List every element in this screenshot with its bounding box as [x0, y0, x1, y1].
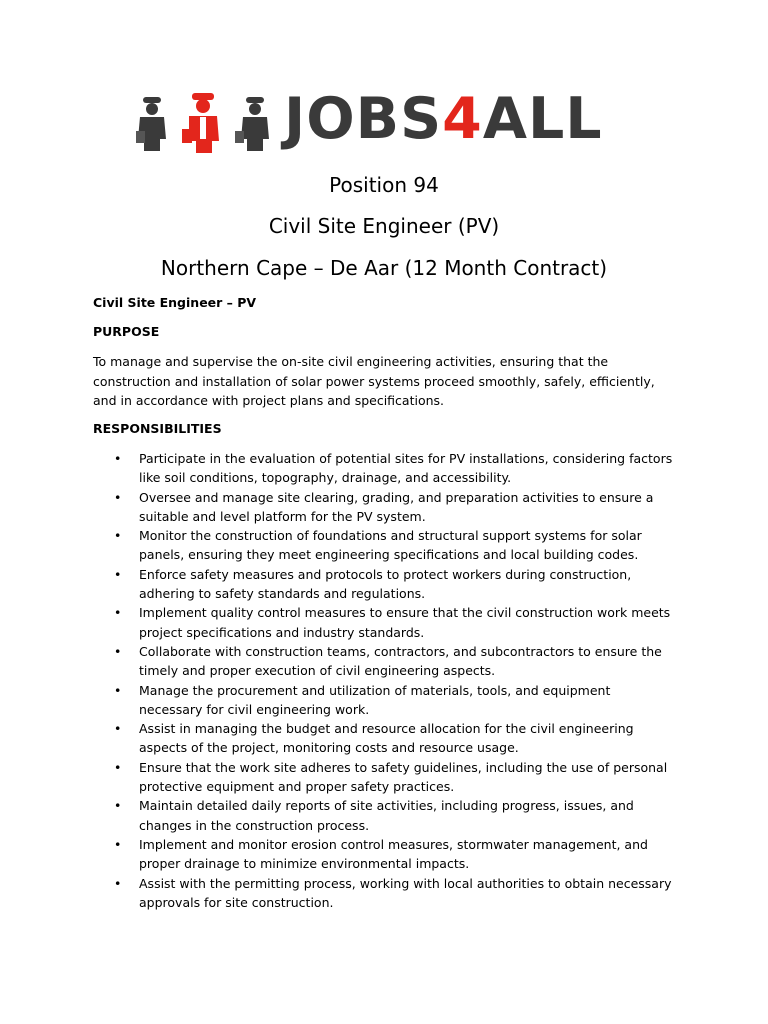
responsibility-text: adhering to safety standards and regulations. [139, 586, 426, 602]
purpose-line: To manage and supervise the on-site civil engineering activities, ensuring that the [93, 354, 609, 369]
bullet-icon: • [114, 643, 122, 659]
logo-text-four: 4 [442, 86, 483, 152]
responsibility-text: proper drainage to minimize environmental impacts. [139, 856, 470, 872]
responsibility-text: suitable and level platform for the PV system. [139, 508, 426, 524]
responsibility-item [93, 603, 693, 642]
bullet-icon: • [114, 489, 122, 505]
responsibility-text: necessary for civil engineering work. [139, 701, 370, 717]
responsibility-item [93, 449, 693, 488]
responsibility-text: Maintain detailed daily reports of site activities, including progress, issues, and [139, 798, 634, 814]
bullet-icon: • [114, 836, 122, 852]
responsibilities-list [93, 449, 693, 912]
responsibility-item [93, 874, 693, 913]
bullet-icon: • [114, 528, 122, 544]
responsibility-text: Enforce safety measures and protocols to protect workers during construction, [139, 566, 632, 582]
job-title: Civil Site Engineer (PV) [268, 214, 500, 238]
purpose-paragraph [93, 352, 673, 411]
logo-text-main: JOBS [284, 86, 443, 152]
responsibility-text: like soil conditions, topography, drainage, and accessibility. [139, 470, 512, 486]
bullet-icon: • [114, 721, 122, 737]
responsibility-item [93, 681, 693, 720]
bullet-icon: • [114, 605, 122, 621]
jobs4all-logo [134, 86, 637, 153]
bullet-icon: • [114, 759, 122, 775]
responsibility-item [93, 642, 693, 681]
job-location: Northern Cape – De Aar (12 Month Contract) [160, 256, 608, 280]
bullet-icon: • [114, 451, 122, 466]
responsibility-text: Ensure that the work site adheres to safety guidelines, including the use of personal [139, 759, 668, 775]
workers-icon [134, 93, 284, 153]
responsibility-item [93, 719, 693, 758]
responsibility-text: Collaborate with construction teams, contractors, and subcontractors to ensure the [139, 643, 662, 659]
responsibility-item [93, 835, 693, 874]
responsibility-text: aspects of the project, monitoring costs and resource usage. [139, 740, 519, 756]
responsibility-text: protective equipment and proper safety practices. [139, 779, 455, 795]
responsibility-text: Oversee and manage site clearing, grading, and preparation activities to ensure a [139, 489, 654, 505]
logo-text-end: ALL [482, 86, 603, 152]
responsibilities-heading: RESPONSIBILITIES [93, 421, 222, 436]
responsibility-item [93, 796, 693, 835]
job-subtitle: Civil Site Engineer – PV [93, 295, 257, 310]
bullet-icon: • [114, 875, 122, 891]
responsibility-item [93, 526, 693, 565]
logo-wordmark [284, 86, 603, 152]
responsibility-text: Assist in managing the budget and resource allocation for the civil engineering [139, 721, 634, 737]
position-number: Position 94 [329, 173, 439, 197]
responsibility-text: Assist with the permitting process, working with local authorities to obtain necessary [139, 875, 672, 891]
responsibility-text: Participate in the evaluation of potential sites for PV installations, considering factors [139, 451, 673, 466]
purpose-line: construction and installation of solar power systems proceed smoothly, safely, efficiently, [93, 373, 655, 389]
responsibility-text: Implement quality control measures to ensure that the civil construction work meets [139, 605, 671, 621]
bullet-icon: • [114, 798, 122, 814]
responsibility-text: timely and proper execution of civil engineering aspects. [139, 663, 496, 679]
responsibility-item [93, 758, 693, 797]
responsibility-item [93, 488, 693, 527]
bullet-icon: • [114, 566, 122, 582]
responsibility-text: panels, ensuring they meet engineering specifications and local building codes. [139, 547, 639, 563]
responsibility-text: changes in the construction process. [139, 817, 370, 833]
responsibility-text: project specifications and industry standards. [139, 624, 425, 640]
responsibility-text: approvals for site construction. [139, 894, 334, 910]
responsibility-item [93, 565, 693, 604]
responsibility-text: Manage the procurement and utilization of materials, tools, and equipment [139, 682, 611, 698]
responsibility-text: Monitor the construction of foundations and structural support systems for solar [139, 528, 642, 544]
purpose-heading: PURPOSE [93, 324, 160, 339]
responsibility-text: Implement and monitor erosion control measures, stormwater management, and [139, 836, 648, 852]
bullet-icon: • [114, 682, 122, 698]
purpose-line: and in accordance with project plans and specifications. [93, 393, 445, 409]
